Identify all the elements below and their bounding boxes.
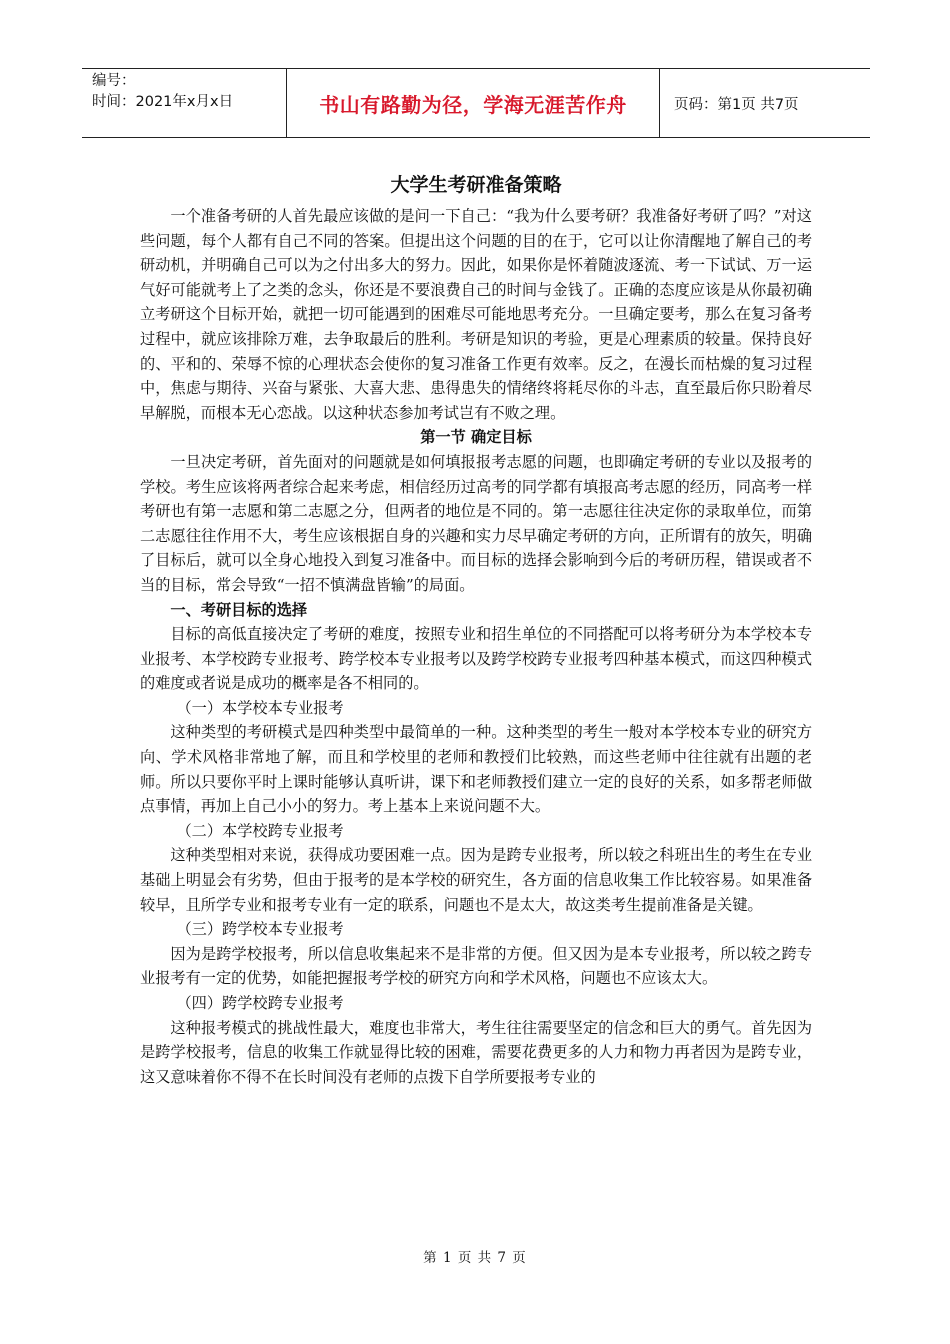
document-title: 大学生考研准备策略: [390, 174, 562, 196]
header-motto: 书山有路勤为径，学海无涯苦作舟: [286, 69, 660, 137]
section-paragraph: 一旦决定考研，首先面对的问题就是如何填报报考志愿的问题，也即确定考研的专业以及报考的学校。考生应该将两者综合起来考虑，相信经历过高考的同学都有填报高考志愿的经历，同高考一样考研也有第一志愿和第二志愿之分，但两者的地位是不同的。第一志愿往往决定你的录取单位，而第二志愿往往作用不大，考生应该根据自身的兴趣和实力尽早确定考研的方向，正所谓有的放矢，明确了目标后，就可以全身心地投入到复习准备中。而目标的选择会影响到今后的考研历程，错误或者不当的目标，常会导致“一招不慎满盘皆输”的局面。: [140, 452, 812, 594]
document-number-label: 编号：: [92, 73, 136, 89]
mode-paragraph-1: 这种类型的考研模式是四种类型中最简单的一种。这种类型的考生一般对本学校本专业的研究方向、学术风格非常地了解，而且和学校里的老师和教授们比较熟，而这些老师中往往就有出题的老师。所以只要你平时上课时能够认真听讲，课下和老师教授们建立一定的良好的关系，如多帮老师做点事情，再加上自己小小的努力。考上基本上来说问题不大。: [140, 723, 812, 816]
mode-heading-3: （三）跨学校本专业报考: [176, 920, 344, 939]
header-page-info: 页码：第1页 共7页: [674, 96, 799, 113]
subsection-paragraph: 目标的高低直接决定了考研的难度，按照专业和招生单位的不同搭配可以将考研分为本学校本专业报考、本学校跨专业报考、跨学校本专业报考以及跨学校跨专业报考四种基本模式，而这四种模式的难度或者说是成功的概率是各不相同的。: [140, 625, 812, 693]
subsection-heading: 一、考研目标的选择: [170, 600, 308, 619]
section-heading: 第一节 确定目标: [420, 428, 532, 447]
mode-heading-4: （四）跨学校跨专业报考: [176, 994, 344, 1012]
mode-paragraph-2: 这种类型相对来说，获得成功要困难一点。因为是跨专业报考，所以较之科班出生的考生在专业基础上明显会有劣势，但由于报考的是本学校的研究生，各方面的信息收集工作比较容易。如果准备较早，且所学专业和报考专业有一定的联系，问题也不是太大，故这类考生提前准备是关键。: [140, 846, 812, 914]
intro-paragraph: 一个准备考研的人首先最应该做的是问一下自己：“我为什么要考研？我准备好考研了吗？”对这些问题，每个人都有自己不同的答案。但提出这个问题的目的在于，它可以让你清醒地了解自己的考研动机，并明确自己可以为之付出多大的努力。因此，如果你是怀着随波逐流、考一下试试、万一运气好可能就考上了之类的念头，你还是不要浪费自己的时间与金钱了。正确的态度应该是从你最初确立考研这个目标开始，就把一切可能遇到的困难尽可能地思考充分。一旦确定要考，那么在复习备考过程中，就应该排除万难，去争取最后的胜利。考研是知识的考验，更是心理素质的较量。保持良好的、平和的、荣辱不惊的心理状态会使你的复习准备工作更有效率。反之，在漫长而枯燥的复习过程中，焦虑与期待、兴奋与紧张、大喜大悲、患得患失的情绪终将耗尽你的斗志，直至最后你只盼着尽早解脱，而根本无心恋战。以这种状态参加考试岂有不败之理。: [140, 207, 812, 422]
mode-paragraph-4: 这种报考模式的挑战性最大，难度也非常大，考生往往需要坚定的信念和巨大的勇气。首先因为是跨学校报考，信息的收集工作就显得比较的困难，需要花费更多的人力和物力再者因为是跨专业，这又意味着你不得不在长时间没有老师的点拨下自学所要报考专业的: [140, 1018, 812, 1086]
mode-paragraph-3: 因为是跨学校报考，所以信息收集起来不是非常的方便。但又因为是本专业报考，所以较之跨专业报考有一定的优势，如能把握报考学校的研究方向和学术风格，问题也不应该太大。: [140, 944, 812, 988]
page-footer: 第 1 页 共 7 页: [423, 1250, 527, 1266]
mode-heading-2: （二）本学校跨专业报考: [176, 821, 344, 840]
mode-heading-1: （一）本学校本专业报考: [176, 698, 344, 717]
document-date-label: 时间：2021年x月x日: [92, 94, 234, 110]
header-meta: [82, 69, 286, 137]
document-body: [140, 170, 812, 1089]
page-header: [82, 68, 870, 138]
